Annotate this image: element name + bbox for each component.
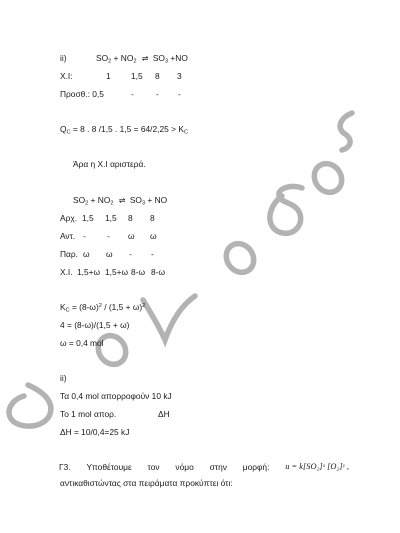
row-label: Χ.Ι: <box>60 71 73 81</box>
ice-cell: - <box>151 249 154 259</box>
conclusion-text: Άρα η Χ.Ι αριστερά. <box>73 159 146 169</box>
ice-cell: ω <box>83 249 90 259</box>
ice-cell: - <box>129 249 132 259</box>
gamma3-word: νόμο <box>175 462 194 472</box>
ice-row-label: Παρ. <box>60 249 78 259</box>
cell-value: - <box>131 89 134 99</box>
ice-cell: 1,5+ω <box>105 267 129 277</box>
gamma3-word: Γ3. <box>59 462 71 472</box>
gamma3-word: μορφή: <box>242 462 270 472</box>
gamma3-word: στην <box>209 462 227 472</box>
rate-law-formula: u = k[SO₂]ˣ [O₂]ʸ , <box>285 462 349 471</box>
enthalpy-proportion-left: Το 1 mol απορ. <box>60 409 117 419</box>
watermark-glyph-big-delta <box>9 385 51 426</box>
ice-cell: 8-ω <box>151 267 165 277</box>
watermark-glyph-o2 <box>221 238 260 277</box>
enthalpy-statement: Τα 0,4 mol απορροφούν 10 kJ <box>60 391 172 401</box>
ice-cell: 8 <box>150 213 155 223</box>
kc-equation: 4 = (8-ω)/(1,5 + ω) <box>60 320 130 330</box>
reaction-equation: $SO_2 + NO_2$ ⇌ $SO_3 +NO$ <box>96 53 188 65</box>
cell-value: 1 <box>106 71 111 81</box>
ice-cell: ω <box>128 231 135 241</box>
ice-cell: 8 <box>128 213 133 223</box>
part-label: ii) <box>60 53 67 63</box>
ice-row-label: Χ.Ι. <box>60 267 73 277</box>
part-label: ii) <box>60 373 67 383</box>
enthalpy-proportion-right: ΔΗ <box>158 409 170 419</box>
watermark-glyph-nu <box>143 296 195 340</box>
gamma3-word: Υποθέτουμε <box>86 462 132 472</box>
watermark-glyph-o1 <box>309 158 348 197</box>
ice-cell: 1,5 <box>82 213 94 223</box>
ice-cell: ω <box>106 249 113 259</box>
watermark-glyph-delta <box>270 186 302 233</box>
ice-cell: 1,5 <box>105 213 117 223</box>
ice-cell: - <box>107 231 110 241</box>
ice-cell: 1,5+ω <box>77 267 101 277</box>
cell-value: 8 <box>155 71 160 81</box>
ice-cell: ω <box>150 231 157 241</box>
watermark-glyph-s <box>340 113 352 150</box>
ice-cell: - <box>83 231 86 241</box>
kc-expression: $K_C = (8-\omega)^2 / (1,5 + \omega)^2$ <box>60 302 146 314</box>
enthalpy-result: ΔΗ = 10/0,4=25 kJ <box>60 427 130 437</box>
omega-result: ω = 0,4 mol <box>60 338 104 348</box>
ice-reaction-equation: $SO_2 + NO_2$ ⇌ $SO_3$ + NO <box>73 195 168 207</box>
row-label: Προσθ.: 0,5 <box>60 89 104 99</box>
gamma3-word: τον <box>147 462 160 472</box>
gamma3-intro <box>59 462 349 472</box>
equilibrium-arrow-icon: ⇌ <box>118 196 125 205</box>
cell-value: 1,5 <box>131 71 143 81</box>
watermark-glyph-o3 <box>93 330 132 369</box>
gamma3-continuation: αντικαθιστώντας στα πειράματα προκύπτει ότι: <box>60 478 233 488</box>
ice-row-label: Αντ. <box>60 231 76 241</box>
equilibrium-arrow-icon: ⇌ <box>141 54 148 63</box>
cell-value: 3 <box>177 71 182 81</box>
cell-value: - <box>156 89 159 99</box>
ice-cell: 8-ω <box>131 267 145 277</box>
qc-calculation: $Q_C = 8$ . 8 /1,5 . $1,5 = 64/2,25 > K_C$ <box>60 124 188 136</box>
cell-value: - <box>178 89 181 99</box>
ice-row-label: Αρχ. <box>60 213 78 223</box>
